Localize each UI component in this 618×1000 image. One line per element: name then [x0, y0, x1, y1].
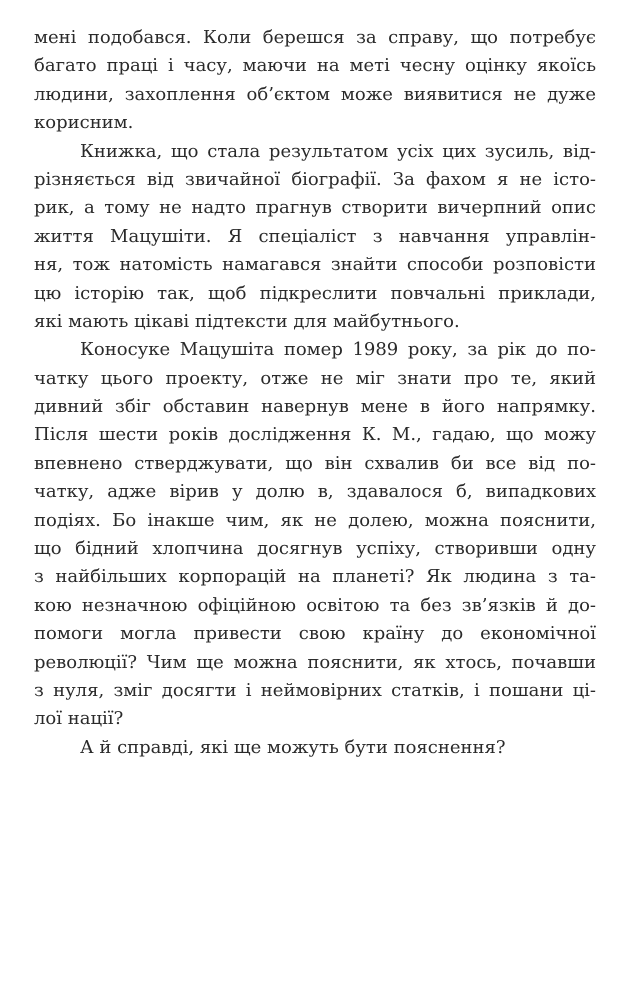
text-line: цю історію так, щоб підкреслити повчальні приклади,: [34, 282, 596, 304]
paragraph: [34, 138, 596, 337]
text-line: які мають цікаві підтексти для майбутнього.: [34, 310, 460, 332]
text-line: чатку, адже вірив у долю в, здавалося б, випадкових: [34, 481, 596, 503]
paragraph: [34, 24, 596, 138]
text-line: корисним.: [34, 112, 134, 134]
paragraph: [34, 734, 596, 762]
text-line: Після шести років дослідження К. М., гадаю, що можу: [34, 424, 596, 446]
text-line: Книжка, що стала результатом усіх цих зусиль, від-: [80, 140, 596, 162]
text-line: революції? Чим ще можна пояснити, як хтось, почавши: [34, 651, 596, 673]
text-line: життя Мацушіти. Я спеціаліст з навчання управлін-: [34, 225, 596, 247]
text-line: помоги могла привести свою країну до економічної: [34, 623, 596, 645]
text-line: що бідний хлопчина досягнув успіху, створивши одну: [34, 538, 596, 560]
text-line: дивний збіг обставин навернув мене в його напрямку.: [34, 396, 596, 418]
text-line: лої нації?: [34, 708, 124, 730]
text-line: різняється від звичайної біографії. За фахом я не істо-: [34, 168, 596, 190]
text-line: впевнено стверджувати, що він схвалив би все від по-: [34, 452, 596, 474]
text-line: людини, захоплення об’єктом може виявитися не дуже: [34, 83, 596, 105]
text-line: Коносуке Мацушіта помер 1989 року, за рік до по-: [80, 339, 596, 361]
text-line: подіях. Бо інакше чим, як не долею, можна пояснити,: [34, 509, 596, 531]
text-line: кою незначною офіційною освітою та без зв’язків й до-: [34, 594, 596, 616]
text-body: [34, 24, 596, 762]
text-line: мені подобався. Коли берешся за справу, що потребує: [34, 27, 596, 48]
paragraph: [34, 336, 596, 733]
text-line: багато праці і часу, маючи на меті чесну оцінку якоїсь: [34, 55, 596, 77]
text-line: ня, тож натомість намагався знайти способи розповісти: [34, 254, 596, 276]
text-line: А й справді, які ще можуть бути пояснення?: [80, 736, 506, 758]
text-line: з нуля, зміг досягти і неймовірних статків, і пошани ці-: [34, 679, 596, 701]
text-line: чатку цього проекту, отже не міг знати про те, який: [34, 367, 596, 389]
text-line: рик, а тому не надто прагнув створити вичерпний опис: [34, 197, 596, 219]
text-line: з найбільших корпорацій на планеті? Як людина з та-: [34, 566, 596, 588]
